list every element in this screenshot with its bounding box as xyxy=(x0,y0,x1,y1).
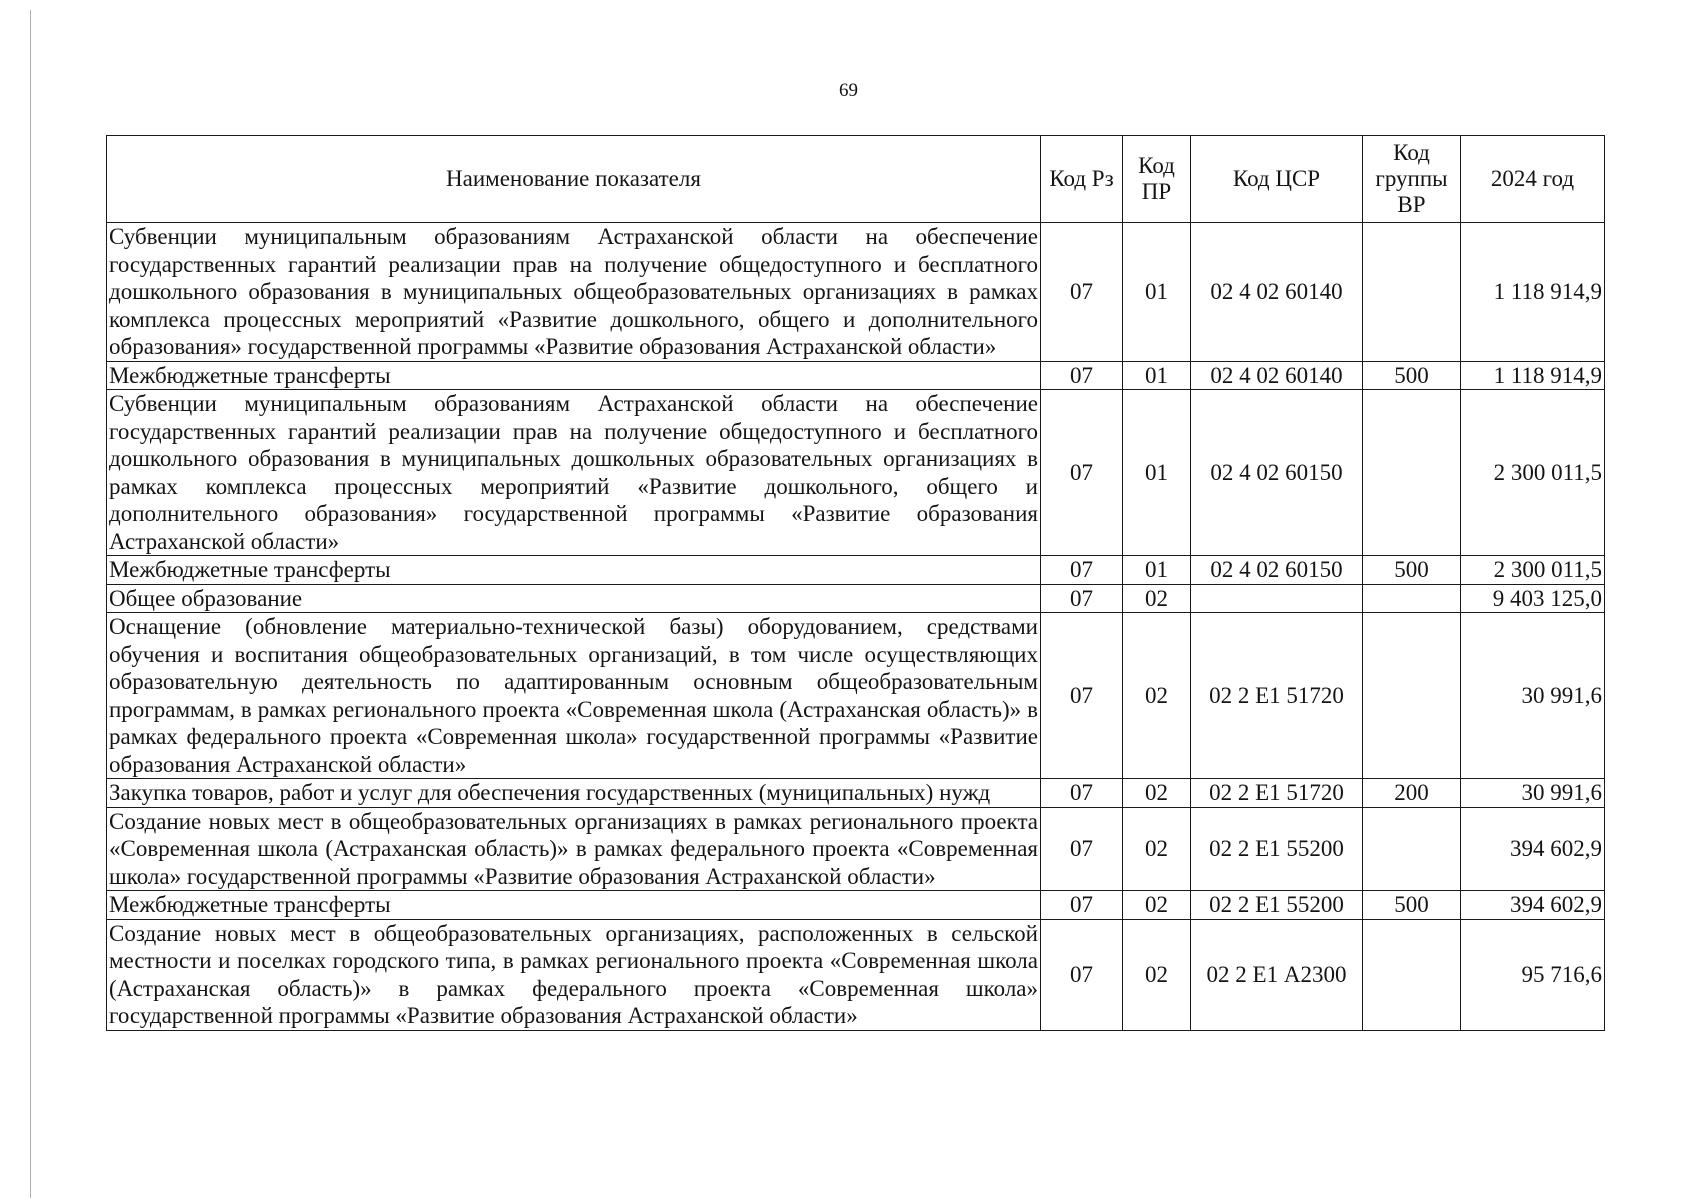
row-code-rz: 07 xyxy=(1041,390,1123,556)
row-code-vr xyxy=(1363,807,1461,891)
row-amount: 95 716,6 xyxy=(1461,919,1605,1030)
header-amount-2024: 2024 год xyxy=(1461,136,1605,223)
row-code-rz: 07 xyxy=(1041,891,1123,920)
row-code-vr xyxy=(1363,919,1461,1030)
row-code-vr xyxy=(1363,613,1461,779)
row-code-vr: 500 xyxy=(1363,891,1461,920)
row-name: Создание новых мест в общеобразовательных организациях, расположенных в сельской местности и поселках городского типа, в рамках регионального проекта «Современная школа (Астраханская область)» в рамках федерального проекта «Современная школа» государственной программы «Развитие образования Астраханской области» xyxy=(107,919,1041,1030)
table-row xyxy=(107,613,1605,779)
row-name: Субвенции муниципальным образованиям Астраханской области на обеспечение государственных гарантий реализации прав на получение общедоступного и бесплатного дошкольного образования в муниципальных дошкольных образовательных организациях в рамках комплекса процессных мероприятий «Развитие дошкольного, общего и дополнительного образования» государственной программы «Развитие образования Астраханской области» xyxy=(107,390,1041,556)
row-code-vr xyxy=(1363,223,1461,362)
row-code-rz: 07 xyxy=(1041,807,1123,891)
row-code-rz: 07 xyxy=(1041,361,1123,390)
row-name: Межбюджетные трансферты xyxy=(107,891,1041,920)
row-code-pr: 01 xyxy=(1123,223,1191,362)
row-code-csr: 02 4 02 60150 xyxy=(1191,390,1363,556)
row-amount: 1 118 914,9 xyxy=(1461,223,1605,362)
table-row xyxy=(107,556,1605,585)
row-code-pr: 01 xyxy=(1123,556,1191,585)
row-name: Субвенции муниципальным образованиям Астраханской области на обеспечение государственных гарантий реализации прав на получение общедоступного и бесплатного дошкольного образования в муниципальных общеобразовательных организациях в рамках комплекса процессных мероприятий «Развитие дошкольного, общего и дополнительного образования» государственной программы «Развитие образования Астраханской области» xyxy=(107,223,1041,362)
row-code-pr: 01 xyxy=(1123,390,1191,556)
row-code-csr: 02 2 Е1 55200 xyxy=(1191,807,1363,891)
row-code-rz: 07 xyxy=(1041,613,1123,779)
row-code-csr: 02 4 02 60140 xyxy=(1191,223,1363,362)
row-code-pr: 02 xyxy=(1123,807,1191,891)
row-code-vr xyxy=(1363,584,1461,613)
table-row xyxy=(107,807,1605,891)
row-code-pr: 02 xyxy=(1123,779,1191,808)
header-code-csr: Код ЦСР xyxy=(1191,136,1363,223)
row-name: Закупка товаров, работ и услуг для обеспечения государственных (муниципальных) нужд xyxy=(107,779,1041,808)
row-code-csr: 02 4 02 60140 xyxy=(1191,361,1363,390)
table-row xyxy=(107,390,1605,556)
table-header-row xyxy=(107,136,1605,223)
row-code-vr: 200 xyxy=(1363,779,1461,808)
table-row xyxy=(107,584,1605,613)
row-amount: 394 602,9 xyxy=(1461,807,1605,891)
row-name: Создание новых мест в общеобразовательных организациях в рамках регионального проекта «Современная школа (Астраханская область)» в рамках федерального проекта «Современная школа» государственной программы «Развитие образования Астраханской области» xyxy=(107,807,1041,891)
row-amount: 30 991,6 xyxy=(1461,613,1605,779)
row-code-rz: 07 xyxy=(1041,919,1123,1030)
table-row xyxy=(107,779,1605,808)
header-code-rz: Код Рз xyxy=(1041,136,1123,223)
row-code-csr xyxy=(1191,584,1363,613)
table-row xyxy=(107,223,1605,362)
row-amount: 394 602,9 xyxy=(1461,891,1605,920)
header-name: Наименование показателя xyxy=(107,136,1041,223)
row-code-csr: 02 2 Е1 51720 xyxy=(1191,613,1363,779)
row-code-pr: 02 xyxy=(1123,613,1191,779)
row-code-csr: 02 2 Е1 А2300 xyxy=(1191,919,1363,1030)
row-code-rz: 07 xyxy=(1041,584,1123,613)
row-code-csr: 02 2 Е1 51720 xyxy=(1191,779,1363,808)
header-code-pr: Код ПР xyxy=(1123,136,1191,223)
row-code-rz: 07 xyxy=(1041,223,1123,362)
table-row xyxy=(107,891,1605,920)
row-code-vr xyxy=(1363,390,1461,556)
row-code-csr: 02 2 Е1 55200 xyxy=(1191,891,1363,920)
binding-margin-line xyxy=(30,10,31,1198)
row-amount: 1 118 914,9 xyxy=(1461,361,1605,390)
row-code-pr: 02 xyxy=(1123,891,1191,920)
row-amount: 2 300 011,5 xyxy=(1461,556,1605,585)
row-code-vr: 500 xyxy=(1363,556,1461,585)
row-code-vr: 500 xyxy=(1363,361,1461,390)
row-name: Общее образование xyxy=(107,584,1041,613)
row-name: Оснащение (обновление материально-технической базы) оборудованием, средствами обучения и воспитания общеобразовательных организаций, в том числе осуществляющих образовательную деятельность по адаптированным основным общеобразовательным программам, в рамках регионального проекта «Современная школа (Астраханская область)» в рамках федерального проекта «Современная школа» государственной программы «Развитие образования Астраханской области» xyxy=(107,613,1041,779)
table-row xyxy=(107,361,1605,390)
row-amount: 9 403 125,0 xyxy=(1461,584,1605,613)
row-code-rz: 07 xyxy=(1041,556,1123,585)
row-code-pr: 01 xyxy=(1123,361,1191,390)
row-name: Межбюджетные трансферты xyxy=(107,556,1041,585)
row-name: Межбюджетные трансферты xyxy=(107,361,1041,390)
row-code-pr: 02 xyxy=(1123,584,1191,613)
row-code-pr: 02 xyxy=(1123,919,1191,1030)
header-code-vr: Код группы ВР xyxy=(1363,136,1461,223)
row-amount: 30 991,6 xyxy=(1461,779,1605,808)
page-number: 69 xyxy=(839,80,858,101)
budget-table xyxy=(106,135,1605,1031)
row-amount: 2 300 011,5 xyxy=(1461,390,1605,556)
row-code-rz: 07 xyxy=(1041,779,1123,808)
row-code-csr: 02 4 02 60150 xyxy=(1191,556,1363,585)
table-row xyxy=(107,919,1605,1030)
